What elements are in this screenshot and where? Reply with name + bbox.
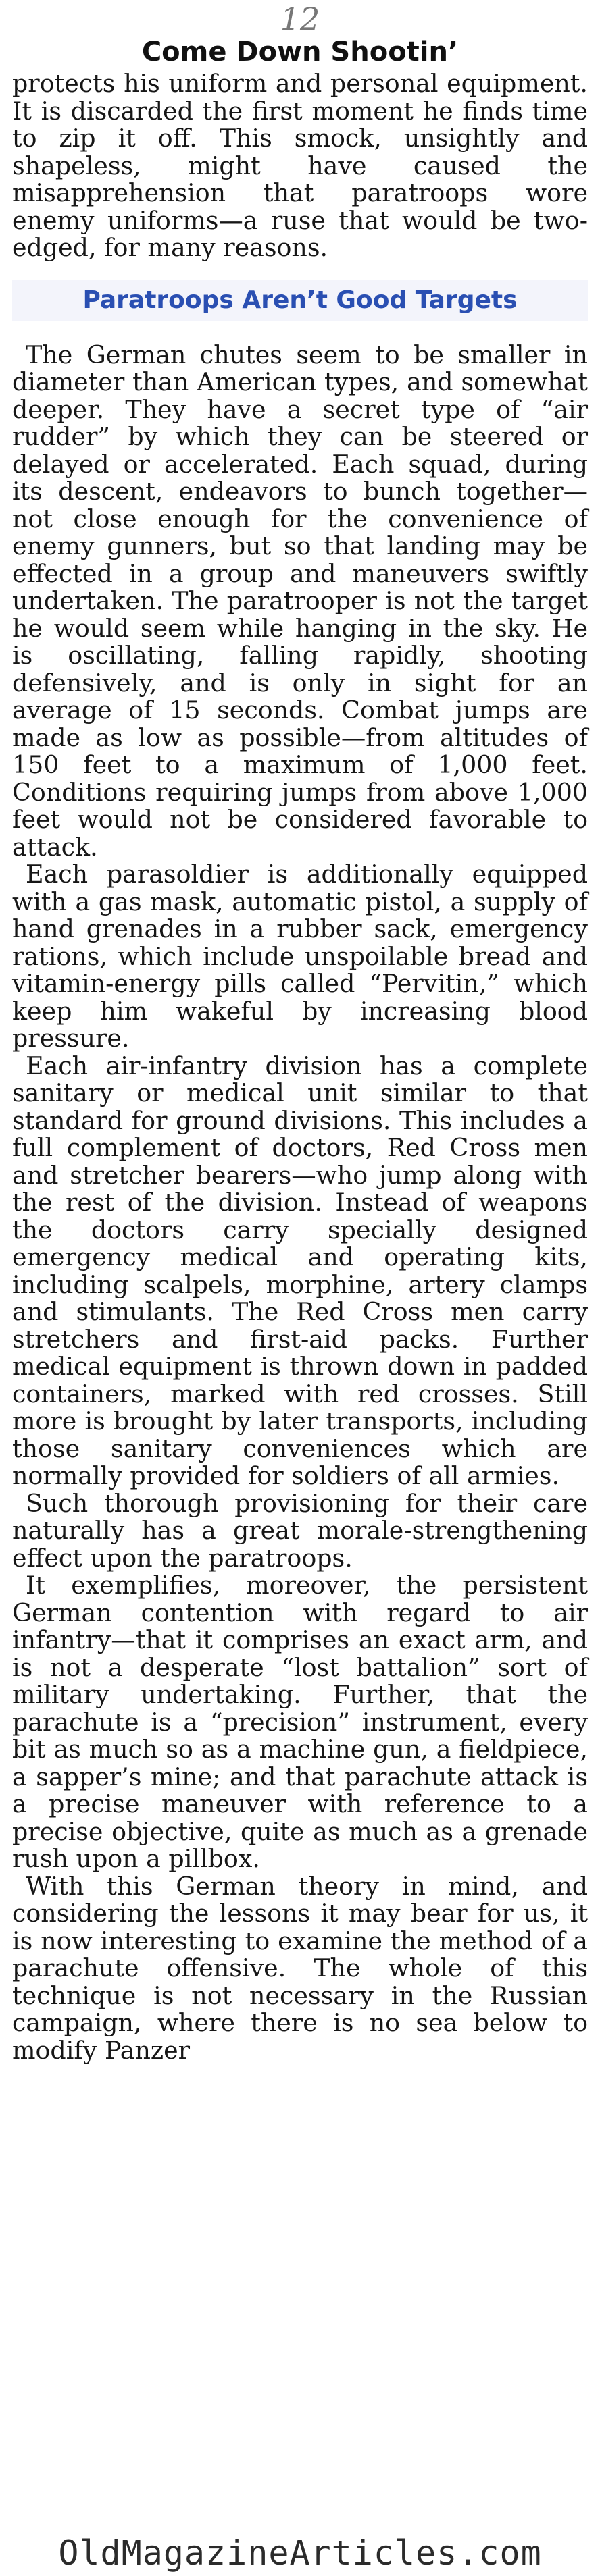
intro-paragraph: protects his uniform and personal equipment. It is discarded the first moment he finds time to zip it off. This smock, unsightly and shapeless, might have caused the misapprehension that paratroops wore enemy uniforms—a ruse that would be two-edged, for many reasons. [12,69,588,262]
paragraph-precision: It exemplifies, moreover, the persistent German contention with regard to air infantry—that it comprises an exact arm, and is not a desperate “lost battalion” sort of military undertaking. Further, that the parachute is a “precision” instrument, every bit as much so as a machine gun, a fieldpiece, a sapper’s mine; and that parachute attack is a precise maneuver with reference to a precise objective, quite as much as a grenade rush upon a pillbox. [12,1571,588,1873]
paragraph-medical-unit: Each air-infantry division has a complete sanitary or medical unit similar to that standard for ground divisions. This includes a full complement of doctors, Red Cross men and stretcher bearers—who jump along with the rest of the division. Instead of weapons the doctors carry specially designed emergency medical and operating kits, including scalpels, morphine, artery clamps and stimulants. The Red Cross men carry stretchers and first-aid packs. Further medical equipment is thrown down in padded containers, marked with red crosses. Still more is brought by later transports, including those sanitary conveniences which are normally provided for soldiers of all armies. [12,1051,588,1490]
site-watermark: OldMagazineArticles.com [58,2533,542,2573]
page-number: 12 [280,1,320,37]
article-page [12,0,588,2064]
paragraph-equipment: Each parasoldier is additionally equipped with a gas mask, automatic pistol, a supply of hand grenades in a rubber sack, emergency rations, which include unspoilable bread and vitamin-energy pills called “Pervitin,” which keep him wakeful by increasing blood pressure. [12,860,588,1053]
section-heading: Paratroops Aren’t Good Targets [12,280,588,321]
running-title: Come Down Shootin’ [141,36,459,68]
paragraph-chutes: The German chutes seem to be smaller in diameter than American types, and somewhat deeper. They have a secret type of “air rudder” by which they can be steered or delayed or accelerated. Each squad, during its descent, endeavors to bunch together—not close enough for the convenience of enemy gunners, but so that landing may be effected in a group and maneuvers swiftly undertaken. The paratrooper is not the target he would seem while hanging in the sky. He is oscillating, falling rapidly, shooting defensively, and is only in sight for an average of 15 seconds. Combat jumps are made as low as possible—from altitudes of 150 feet to a maximum of 1,000 feet. Conditions requiring jumps from above 1,000 feet would not be considered favorable to attack. [12,340,588,862]
paragraph-morale: Such thorough provisioning for their care naturally has a great morale-strengthening effect upon the paratroops. [12,1488,588,1573]
paragraph-offensive-method: With this German theory in mind, and considering the lessons it may bear for us, it is now interesting to examine the method of a parachute offensive. The whole of this technique is not necessary in the Russian campaign, where there is no sea below to modify Panzer [12,1871,588,2065]
